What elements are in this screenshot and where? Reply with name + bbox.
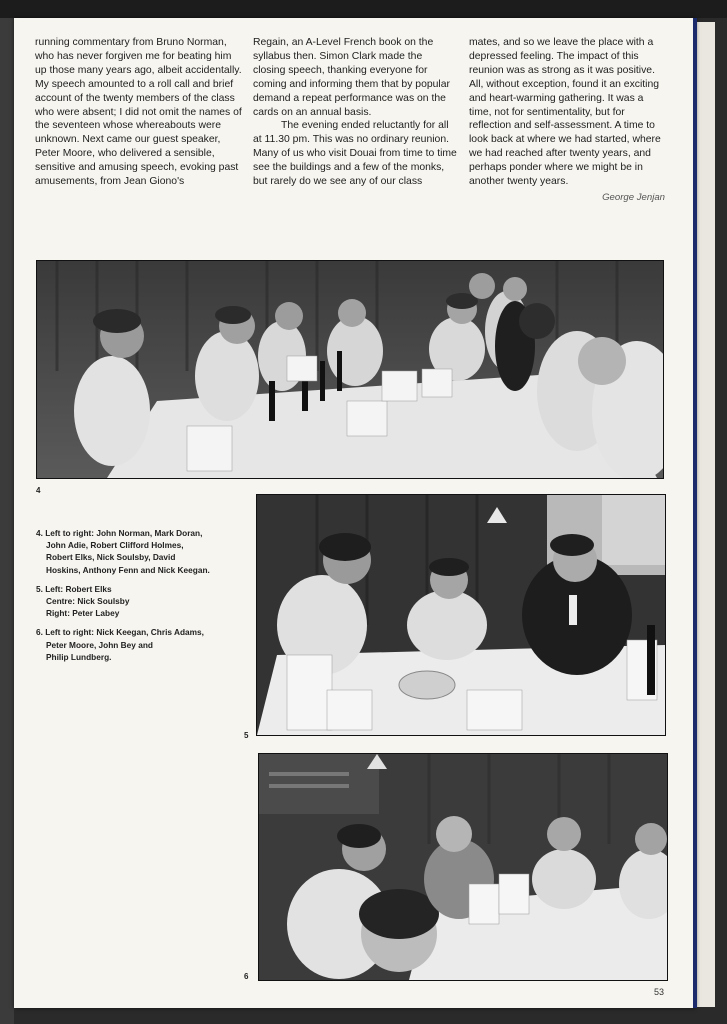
caption-line: 4. Left to right: John Norman, Mark Doran, <box>36 528 203 538</box>
figure-number: 5 <box>244 731 249 740</box>
article-paragraph: mates, and so we leave the place with a depressed feeling. The impact of this reunion was as strong as it was positive. All, without exception, found it an exciting and heart-warming gathering. It was a time, not for sentimentality, but for reflection and self-assessment. A time to look back at where we had started, where we had reached after twenty years, and perhaps ponder where we might be in another twenty years. <box>469 37 661 188</box>
figure-number: 6 <box>244 972 249 981</box>
photo-6 <box>258 753 668 981</box>
previous-page-edge <box>0 18 14 1024</box>
caption-line: Right: Peter Labey <box>46 608 120 619</box>
scan-background-top <box>0 0 727 18</box>
caption-line: Philip Lundberg. <box>46 651 112 662</box>
page-stack-edge <box>696 22 715 1007</box>
article-paragraph: The evening ended reluctantly for all at 11.30 pm. This was no ordinary reunion. Many of us who visit Douai from time to time see the buildings and a few of the monks, but rarely do we see any of our class <box>253 120 457 188</box>
article-paragraph: Regain, an A-Level French book on the syllabus then. Simon Clark made the closing speech, thanking everyone for coming and informing them that by popular demand a repeat performance was on the cards on an annual basis. <box>253 37 450 118</box>
figure-number: 4 <box>36 486 41 495</box>
photo-4 <box>36 260 664 479</box>
caption-line: Centre: Nick Soulsby <box>46 596 130 607</box>
caption-line: 6. Left to right: Nick Keegan, Chris Adams, <box>36 627 204 638</box>
caption-line: Hoskins, Anthony Fenn and Nick Keegan. <box>46 564 210 575</box>
caption-line: 5. Left: Robert Elks <box>36 583 112 594</box>
text-column-2 <box>253 36 457 189</box>
page-number: 53 <box>654 987 665 997</box>
caption-figure-5 <box>36 583 241 620</box>
caption-line: Peter Moore, John Bey and <box>46 639 153 650</box>
article-paragraph: running commentary from Bruno Norman, who has never forgiven me for beating him up those many years ago, albeit accidentally. My speech amounted to a roll call and brief account of the twenty members of the class who were absent; I did not omit the names of the seventeen whose whereabouts were unknown. Next came our guest speaker, Peter Moore, who delivered a sensible, sensitive and amusing speech, evoking past amusements, from Jean Giono's <box>35 37 242 188</box>
caption-figure-4 <box>36 527 241 576</box>
text-column-3 <box>469 36 665 205</box>
photo-captions <box>36 527 241 670</box>
caption-line: John Adie, Robert Clifford Holmes, <box>46 540 184 551</box>
author-byline: George Jenjan <box>602 191 665 203</box>
caption-figure-6 <box>36 626 241 663</box>
caption-line: Robert Elks, Nick Soulsby, David <box>46 552 176 563</box>
photo-5 <box>256 494 666 736</box>
text-column-1 <box>35 36 243 189</box>
binding-spine <box>693 18 697 1008</box>
